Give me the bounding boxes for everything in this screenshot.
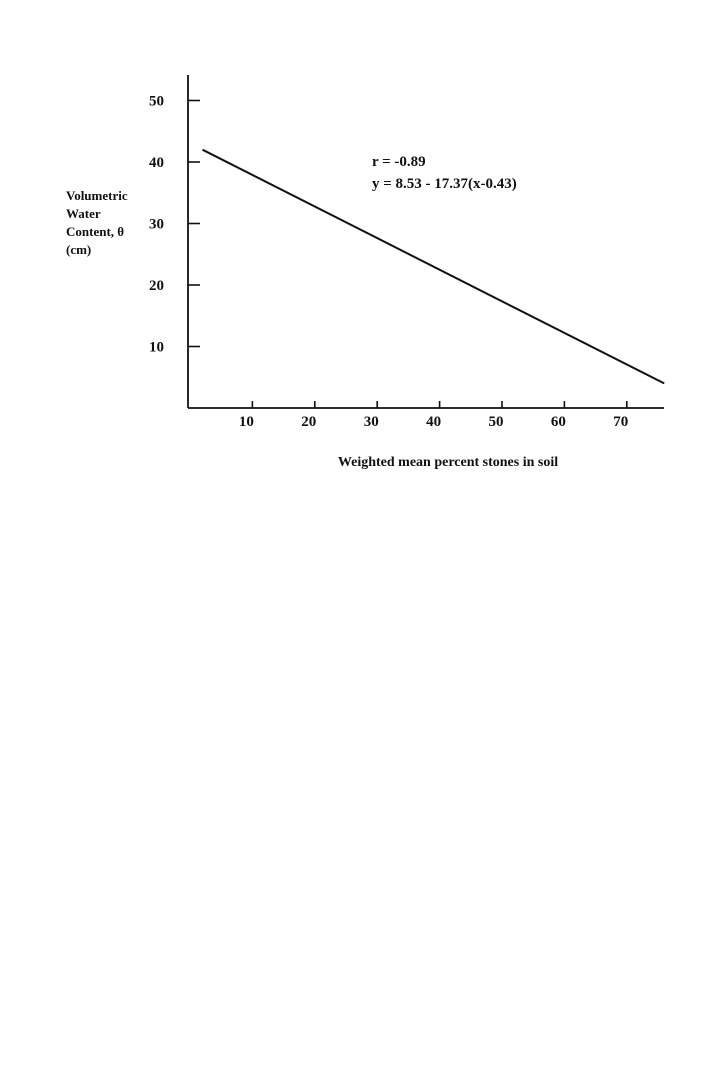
axes: [188, 75, 664, 408]
x-tick-label: 20: [301, 414, 317, 430]
y-tick-label: 50: [149, 93, 164, 110]
y-axis-label: [66, 188, 128, 257]
y-label-line: Volumetric: [66, 188, 128, 203]
annotation-r: r = -0.89: [372, 154, 426, 170]
y-ticks: [149, 94, 200, 356]
y-tick-label: 20: [149, 278, 164, 294]
x-tick-label: 60: [550, 414, 566, 430]
x-tick-label: 70: [613, 414, 629, 430]
x-axis-label: Weighted mean percent stones in soil: [337, 455, 559, 470]
y-label-line: (cm): [66, 242, 92, 257]
x-tick-label: 50: [488, 414, 504, 430]
y-tick-label: 30: [149, 216, 164, 233]
x-tick-label: 10: [238, 414, 254, 430]
y-tick-label: 40: [149, 155, 164, 171]
y-tick-label: 10: [149, 339, 164, 356]
y-label-line: Content, θ: [66, 224, 125, 239]
x-tick-label: 40: [426, 414, 442, 430]
y-label-line: Water: [66, 206, 101, 221]
x-ticks: [239, 401, 628, 430]
annotation-equation: y = 8.53 - 17.37(x-0.43): [372, 176, 517, 192]
x-tick-label: 30: [363, 414, 379, 430]
